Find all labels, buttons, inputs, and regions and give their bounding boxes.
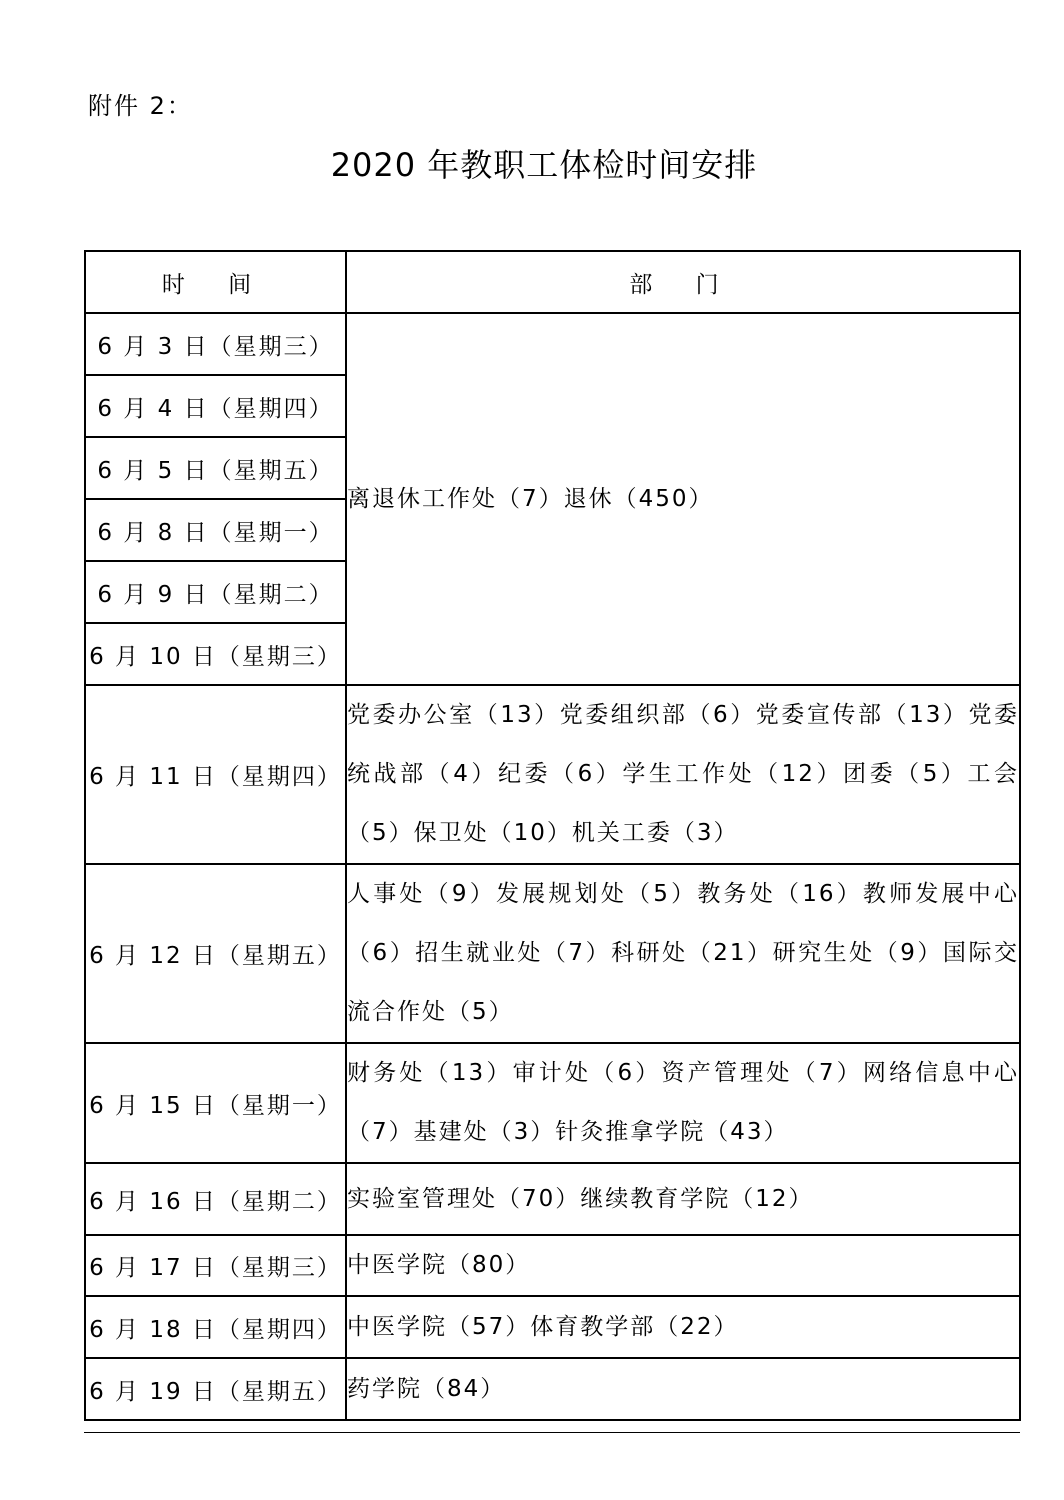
date-cell: 6 月 12 日（星期五） [85, 864, 346, 1043]
table-row [85, 1043, 1020, 1163]
table-row [85, 864, 1020, 1043]
department-cell: 实验室管理处（70）继续教育学院（12） [346, 1163, 1020, 1235]
date-cell: 6 月 15 日（星期一） [85, 1043, 346, 1163]
department-cell: 中医学院（57）体育教学部（22） [346, 1296, 1020, 1358]
table-row [85, 1296, 1020, 1358]
department-cell: 中医学院（80） [346, 1235, 1020, 1296]
date-cell: 6 月 11 日（星期四） [85, 685, 346, 864]
table-row [85, 1358, 1020, 1420]
department-cell: 人事处（9）发展规划处（5）教务处（16）教师发展中心（6）招生就业处（7）科研处（21）研究生处（9）国际交流合作处（5） [346, 864, 1020, 1043]
bottom-rule [84, 1432, 1020, 1433]
department-cell: 药学院（84） [346, 1358, 1020, 1420]
table-row [85, 685, 1020, 864]
department-cell-retired: 离退休工作处（7）退休（450） [346, 313, 1020, 685]
header-time: 时 间 [85, 251, 346, 313]
date-cell: 6 月 4 日（星期四） [85, 375, 346, 437]
table-header-row [85, 251, 1020, 313]
date-cell: 6 月 16 日（星期二） [85, 1163, 346, 1235]
date-cell: 6 月 19 日（星期五） [85, 1358, 346, 1420]
header-department: 部 门 [346, 251, 1020, 313]
date-cell: 6 月 8 日（星期一） [85, 499, 346, 561]
date-cell: 6 月 9 日（星期二） [85, 561, 346, 623]
date-cell: 6 月 5 日（星期五） [85, 437, 346, 499]
table-row [85, 1235, 1020, 1296]
date-cell: 6 月 10 日（星期三） [85, 623, 346, 685]
department-cell: 财务处（13）审计处（6）资产管理处（7）网络信息中心（7）基建处（3）针灸推拿学院（43） [346, 1043, 1020, 1163]
schedule-table [84, 250, 1021, 1421]
department-cell: 党委办公室（13）党委组织部（6）党委宣传部（13）党委统战部（4）纪委（6）学生工作处（12）团委（5）工会（5）保卫处（10）机关工委（3） [346, 685, 1020, 864]
table-row [85, 1163, 1020, 1235]
attachment-label: 附件 2： [88, 92, 193, 120]
document-title: 2020 年教职工体检时间安排 [330, 146, 758, 184]
date-cell: 6 月 17 日（星期三） [85, 1235, 346, 1296]
table-row [85, 313, 1020, 375]
date-cell: 6 月 18 日（星期四） [85, 1296, 346, 1358]
date-cell: 6 月 3 日（星期三） [85, 313, 346, 375]
